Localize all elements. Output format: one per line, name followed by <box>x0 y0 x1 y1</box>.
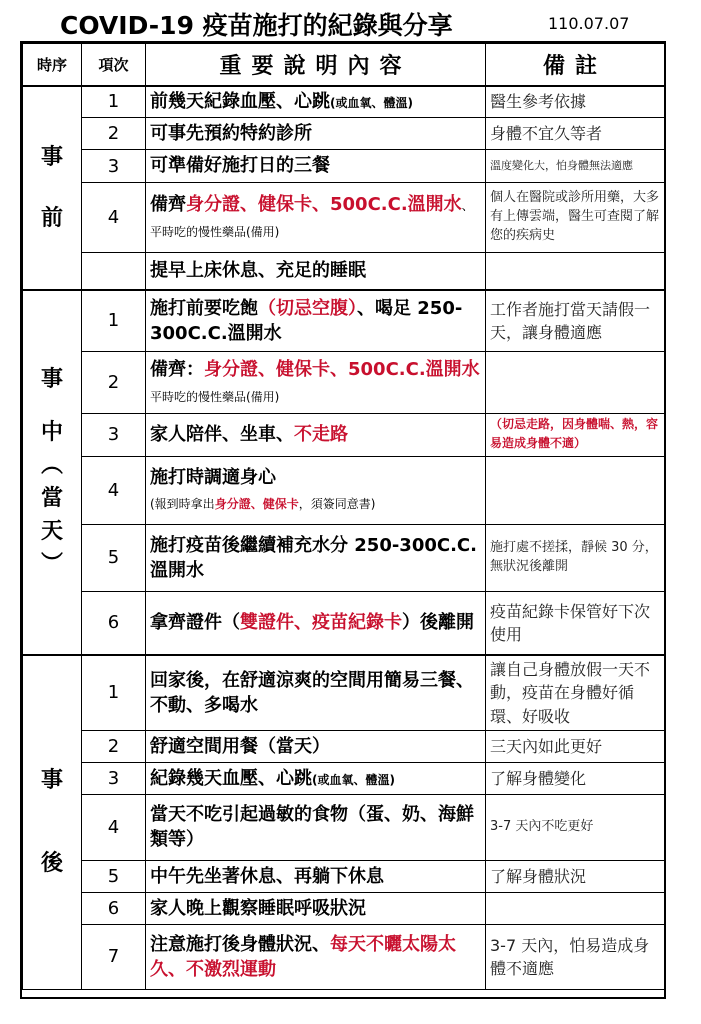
remark-cell: 了解身體狀況 <box>486 860 665 892</box>
table-row <box>23 290 665 352</box>
remark-cell: 施打處不搓揉，靜候 30 分，無狀況後離開 <box>486 524 665 591</box>
remark-cell <box>486 892 665 924</box>
header-content: 重要說明內容 <box>146 44 486 86</box>
content-cell: 施打前要吃飽（切忌空腹）、喝足 250-300C.C.溫開水 <box>146 290 486 352</box>
page-title: COVID-19 疫苗施打的紀錄與分享 <box>60 11 453 40</box>
content-cell: 拿齊證件（雙證件、疫苗紀錄卡）後離開 <box>146 591 486 655</box>
item-number: 4 <box>82 183 146 253</box>
content-cell: 舒適空間用餐（當天） <box>146 730 486 762</box>
table-row <box>23 414 665 457</box>
remark-cell: 3-7 天內，怕易造成身體不適應 <box>486 924 665 989</box>
date-label: 110.07.07 <box>548 14 630 33</box>
content-cell: 施打時調適身心 (報到時拿出身分證、健保卡，須簽同意書) <box>146 456 486 524</box>
schedule-table <box>22 43 665 990</box>
item-number: 2 <box>82 730 146 762</box>
table-row <box>23 352 665 414</box>
item-number: 4 <box>82 456 146 524</box>
item-number: 3 <box>82 414 146 457</box>
remark-cell: 讓自己身體放假一天不動，疫苗在身體好循環、好吸收 <box>486 655 665 730</box>
content-cell: 施打疫苗後繼續補充水分 250-300C.C.溫開水 <box>146 524 486 591</box>
remark-cell: 個人在醫院或診所用藥，大多有上傳雲端，醫生可查閱了解您的疾病史 <box>486 183 665 253</box>
content-cell: 注意施打後身體狀況、每天不曬太陽太久、不激烈運動 <box>146 924 486 989</box>
header-remark: 備註 <box>486 44 665 86</box>
item-number: 7 <box>82 924 146 989</box>
phase-before: 事 前 <box>23 86 82 290</box>
table-row <box>23 86 665 118</box>
table-row <box>23 892 665 924</box>
remark-cell: 三天內如此更好 <box>486 730 665 762</box>
schedule-table-frame <box>20 41 666 999</box>
remark-cell: （切忌走路，因身體喘、熱，容易造成身體不適） <box>486 414 665 457</box>
item-number: 3 <box>82 762 146 794</box>
item-number: 2 <box>82 352 146 414</box>
item-number: 1 <box>82 290 146 352</box>
content-cell: 回家後，在舒適涼爽的空間用簡易三餐、不動、多喝水 <box>146 655 486 730</box>
table-row <box>23 924 665 989</box>
remark-cell <box>486 352 665 414</box>
remark-cell: 身體不宜久等者 <box>486 118 665 150</box>
table-row <box>23 591 665 655</box>
header-item: 項次 <box>82 44 146 86</box>
item-number: 5 <box>82 860 146 892</box>
table-row <box>23 655 665 730</box>
content-cell: 備齊：身分證、健保卡、500C.C.溫開水平時吃的慢性藥品(備用) <box>146 352 486 414</box>
remark-cell: 工作者施打當天請假一天，讓身體適應 <box>486 290 665 352</box>
header-row <box>23 44 665 86</box>
item-number <box>82 253 146 290</box>
remark-cell: 溫度變化大，怕身體無法適應 <box>486 150 665 183</box>
table-row <box>23 524 665 591</box>
content-cell: 家人晚上觀察睡眠呼吸狀況 <box>146 892 486 924</box>
content-cell: 可事先預約特約診所 <box>146 118 486 150</box>
remark-cell <box>486 253 665 290</box>
content-cell: 家人陪伴、坐車、不走路 <box>146 414 486 457</box>
content-cell: 提早上床休息、充足的睡眠 <box>146 253 486 290</box>
item-number: 4 <box>82 794 146 860</box>
item-number: 6 <box>82 892 146 924</box>
item-number: 2 <box>82 118 146 150</box>
table-row <box>23 456 665 524</box>
content-cell: 當天不吃引起過敏的食物（蛋、奶、海鮮類等） <box>146 794 486 860</box>
table-row <box>23 730 665 762</box>
phase-during: 事 中 ︵ 當 天 ︶ <box>23 290 82 656</box>
header-phase: 時序 <box>23 44 82 86</box>
item-number: 1 <box>82 86 146 118</box>
item-number: 5 <box>82 524 146 591</box>
table-row <box>23 183 665 253</box>
content-cell: 備齊身分證、健保卡、500C.C.溫開水、平時吃的慢性藥品(備用) <box>146 183 486 253</box>
content-cell: 中午先坐著休息、再躺下休息 <box>146 860 486 892</box>
table-row <box>23 150 665 183</box>
remark-cell: 醫生參考依據 <box>486 86 665 118</box>
content-cell: 可準備好施打日的三餐 <box>146 150 486 183</box>
content-cell: 前幾天紀錄血壓、心跳(或血氧、體溫) <box>146 86 486 118</box>
remark-cell: 了解身體變化 <box>486 762 665 794</box>
remark-cell: 疫苗紀錄卡保管好下次使用 <box>486 591 665 655</box>
table-row <box>23 860 665 892</box>
table-row <box>23 762 665 794</box>
item-number: 3 <box>82 150 146 183</box>
item-number: 6 <box>82 591 146 655</box>
phase-after: 事 後 <box>23 655 82 989</box>
item-number: 1 <box>82 655 146 730</box>
content-cell: 紀錄幾天血壓、心跳(或血氧、體溫) <box>146 762 486 794</box>
remark-cell <box>486 456 665 524</box>
table-row <box>23 794 665 860</box>
table-row <box>23 253 665 290</box>
remark-cell: 3-7 天內不吃更好 <box>486 794 665 860</box>
table-row <box>23 118 665 150</box>
